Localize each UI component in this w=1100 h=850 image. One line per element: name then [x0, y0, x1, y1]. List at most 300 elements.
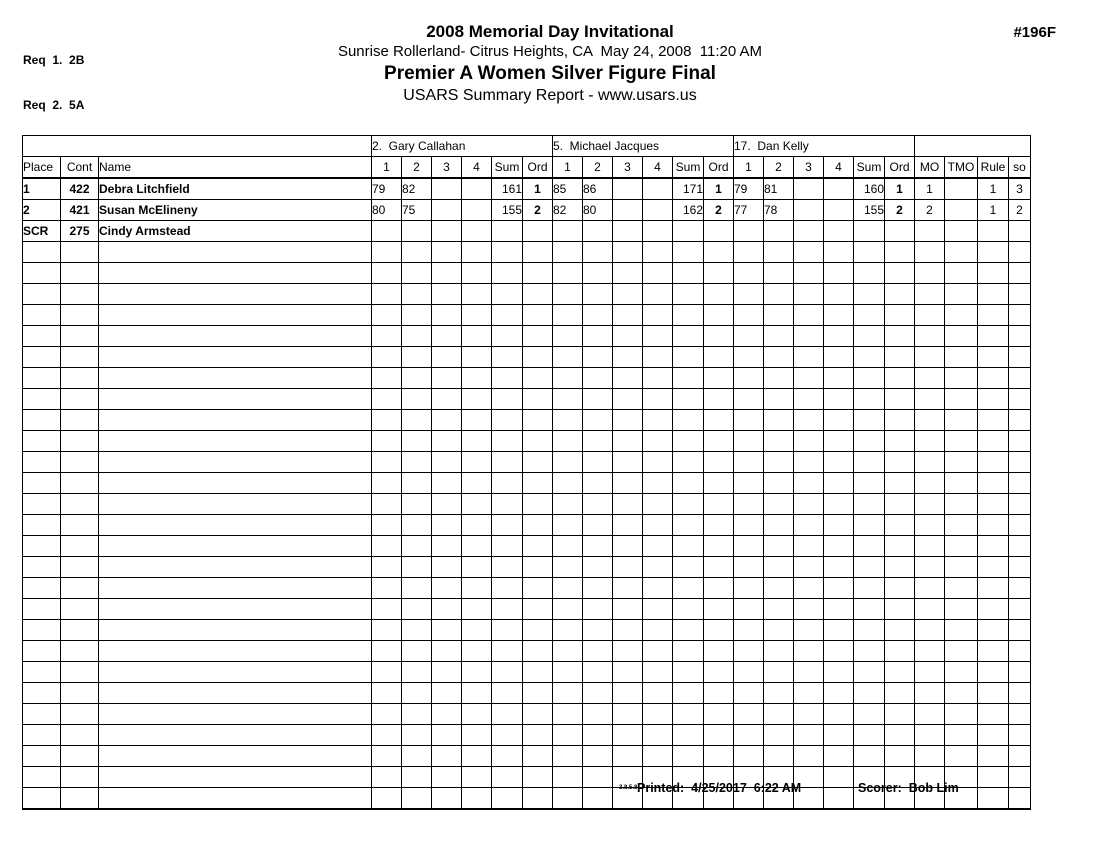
mo-cell: [915, 641, 945, 662]
place-cell: [23, 767, 61, 788]
judge3-score4-cell: [824, 704, 854, 725]
judge2-score1-cell: [553, 557, 583, 578]
judge3-ord-cell: [885, 431, 915, 452]
judge2-sum-cell: 162: [673, 200, 704, 221]
mo-cell: [915, 599, 945, 620]
tmo-cell: [945, 515, 978, 536]
col-header-cont: Cont: [61, 157, 99, 179]
judge2-score3-cell: [613, 599, 643, 620]
judge2-score1-cell: [553, 347, 583, 368]
judge1-score3-cell: [432, 389, 462, 410]
judge1-score4-cell: [462, 263, 492, 284]
judge2-score2-cell: [583, 284, 613, 305]
judge1-score2-cell: [402, 410, 432, 431]
judge1-sum-cell: [492, 578, 523, 599]
judge2-score4-cell: [643, 473, 673, 494]
rule-cell: [978, 410, 1009, 431]
col-header-judge1-1: 1: [372, 157, 402, 179]
judge3-score4-cell: [824, 178, 854, 200]
judge1-score3-cell: [432, 683, 462, 704]
col-header-name: Name: [99, 157, 372, 179]
judge2-score3-cell: [613, 662, 643, 683]
judge2-score3-cell: [613, 620, 643, 641]
judge-row-right-spacer: [915, 136, 1031, 157]
tmo-cell: [945, 683, 978, 704]
judge1-ord-cell: [523, 557, 553, 578]
judge1-score1-cell: [372, 578, 402, 599]
judge3-ord-cell: [885, 305, 915, 326]
judge1-ord-cell: [523, 746, 553, 767]
judge2-score4-cell: [643, 746, 673, 767]
judge3-score2-cell: [764, 557, 794, 578]
cont-cell: [61, 494, 99, 515]
judge1-score3-cell: [432, 557, 462, 578]
judge1-sum-cell: [492, 767, 523, 788]
rule-cell: 1: [978, 178, 1009, 200]
name-cell: [99, 389, 372, 410]
cont-cell: [61, 557, 99, 578]
judge1-score4-cell: [462, 347, 492, 368]
software-version: 3.8.5.8: [619, 785, 638, 791]
name-cell: [99, 704, 372, 725]
judge1-sum-cell: [492, 683, 523, 704]
judge1-score3-cell: [432, 242, 462, 263]
mo-cell: [915, 368, 945, 389]
mo-cell: [915, 263, 945, 284]
judge2-score2-cell: [583, 431, 613, 452]
judge3-score2-cell: [764, 494, 794, 515]
tmo-cell: [945, 725, 978, 746]
judge2-score3-cell: [613, 725, 643, 746]
judge1-score2-cell: [402, 389, 432, 410]
judge1-score1-cell: 80: [372, 200, 402, 221]
place-cell: [23, 389, 61, 410]
judge2-sum-cell: [673, 410, 704, 431]
judge2-score1-cell: [553, 704, 583, 725]
judge1-ord-cell: [523, 221, 553, 242]
judge3-score4-cell: [824, 326, 854, 347]
place-cell: [23, 578, 61, 599]
judge2-ord-cell: [704, 452, 734, 473]
judge3-score1-cell: [734, 515, 764, 536]
judge2-score4-cell: [643, 200, 673, 221]
judge2-sum-cell: [673, 452, 704, 473]
judge2-ord-cell: [704, 704, 734, 725]
judge3-sum-cell: [854, 578, 885, 599]
judge3-score3-cell: [794, 347, 824, 368]
judge2-score4-cell: [643, 431, 673, 452]
col-header-judge2-ord: Ord: [704, 157, 734, 179]
judge3-sum-cell: [854, 557, 885, 578]
place-cell: [23, 557, 61, 578]
judge2-score3-cell: [613, 284, 643, 305]
judge3-score2-cell: [764, 389, 794, 410]
col-header-judge3-2: 2: [764, 157, 794, 179]
judge3-score4-cell: [824, 683, 854, 704]
judge1-sum-cell: [492, 704, 523, 725]
judge3-ord-cell: [885, 242, 915, 263]
skater-row: [23, 200, 1031, 221]
judge1-ord-cell: [523, 599, 553, 620]
judge1-score1-cell: [372, 746, 402, 767]
judge1-sum-cell: [492, 305, 523, 326]
division-title: Premier A Women Silver Figure Final: [384, 63, 716, 84]
judge1-score4-cell: [462, 305, 492, 326]
judge2-score1-cell: [553, 725, 583, 746]
judge3-score4-cell: [824, 452, 854, 473]
so-cell: [1009, 662, 1031, 683]
cont-cell: [61, 746, 99, 767]
judge3-ord-cell: [885, 557, 915, 578]
judge2-ord-cell: 1: [704, 178, 734, 200]
judge3-score1-cell: [734, 242, 764, 263]
judge1-score3-cell: [432, 368, 462, 389]
judge3-score1-cell: 77: [734, 200, 764, 221]
empty-row: [23, 284, 1031, 305]
judge2-score1-cell: [553, 746, 583, 767]
judge1-score2-cell: [402, 620, 432, 641]
place-cell: [23, 242, 61, 263]
so-cell: 3: [1009, 178, 1031, 200]
judge1-score4-cell: [462, 788, 492, 810]
judge3-score1-cell: [734, 536, 764, 557]
name-cell: [99, 620, 372, 641]
judge2-score1-cell: [553, 515, 583, 536]
rule-cell: [978, 725, 1009, 746]
judge3-sum-cell: [854, 494, 885, 515]
col-header-judge2-2: 2: [583, 157, 613, 179]
empty-row: [23, 389, 1031, 410]
judge3-score1-cell: [734, 452, 764, 473]
col-header-judge2-4: 4: [643, 157, 673, 179]
name-cell: [99, 305, 372, 326]
judge3-ord-cell: [885, 683, 915, 704]
judge1-score3-cell: [432, 746, 462, 767]
col-header-judge1-4: 4: [462, 157, 492, 179]
judge3-score3-cell: [794, 704, 824, 725]
empty-row: [23, 326, 1031, 347]
empty-row: [23, 515, 1031, 536]
judge3-score4-cell: [824, 263, 854, 284]
judge2-score1-cell: [553, 389, 583, 410]
tmo-cell: [945, 704, 978, 725]
judge3-score3-cell: [794, 242, 824, 263]
so-cell: [1009, 221, 1031, 242]
judge2-score2-cell: [583, 704, 613, 725]
place-cell: [23, 263, 61, 284]
rule-cell: 1: [978, 200, 1009, 221]
tmo-cell: [945, 662, 978, 683]
judge1-ord-cell: 2: [523, 200, 553, 221]
judge3-sum-cell: [854, 641, 885, 662]
judge1-score1-cell: [372, 473, 402, 494]
so-cell: [1009, 347, 1031, 368]
so-cell: [1009, 473, 1031, 494]
judge3-sum-cell: 155: [854, 200, 885, 221]
judge3-score4-cell: [824, 242, 854, 263]
judge1-score2-cell: [402, 767, 432, 788]
judge1-score1-cell: [372, 242, 402, 263]
judge1-score2-cell: [402, 788, 432, 810]
mo-cell: [915, 557, 945, 578]
so-cell: [1009, 242, 1031, 263]
judge2-score4-cell: [643, 536, 673, 557]
rule-cell: [978, 515, 1009, 536]
name-cell: [99, 725, 372, 746]
judge2-ord-cell: [704, 494, 734, 515]
cont-cell: [61, 704, 99, 725]
judge1-score2-cell: [402, 683, 432, 704]
judge2-score2-cell: [583, 389, 613, 410]
judge2-sum-cell: [673, 263, 704, 284]
empty-row: [23, 452, 1031, 473]
judge3-score4-cell: [824, 599, 854, 620]
rule-cell: [978, 368, 1009, 389]
judge3-sum-cell: [854, 242, 885, 263]
judge1-score2-cell: [402, 263, 432, 284]
judge1-score2-cell: [402, 221, 432, 242]
judge2-ord-cell: [704, 305, 734, 326]
judge2-score1-cell: [553, 494, 583, 515]
cont-cell: [61, 368, 99, 389]
tmo-cell: [945, 347, 978, 368]
judge2-score4-cell: [643, 242, 673, 263]
mo-cell: [915, 431, 945, 452]
name-cell: [99, 788, 372, 810]
judge1-ord-cell: [523, 767, 553, 788]
judge2-ord-cell: [704, 410, 734, 431]
tmo-cell: [945, 641, 978, 662]
judge2-sum-cell: 171: [673, 178, 704, 200]
judge2-score4-cell: [643, 515, 673, 536]
so-cell: [1009, 305, 1031, 326]
tmo-cell: [945, 242, 978, 263]
judge1-score1-cell: [372, 347, 402, 368]
name-cell: [99, 767, 372, 788]
judge3-ord-cell: [885, 347, 915, 368]
judge-name-3: 17. Dan Kelly: [734, 136, 915, 157]
judge3-ord-cell: [885, 536, 915, 557]
judge3-ord-cell: [885, 221, 915, 242]
judge1-score2-cell: [402, 242, 432, 263]
tmo-cell: [945, 452, 978, 473]
col-header-judge3-1: 1: [734, 157, 764, 179]
judge2-score1-cell: [553, 578, 583, 599]
judge1-sum-cell: [492, 389, 523, 410]
judge2-score1-cell: [553, 326, 583, 347]
judge1-score3-cell: [432, 200, 462, 221]
judge3-ord-cell: [885, 473, 915, 494]
judge1-score4-cell: [462, 452, 492, 473]
judge1-score3-cell: [432, 347, 462, 368]
judge1-score2-cell: [402, 662, 432, 683]
judge3-score4-cell: [824, 788, 854, 810]
judge3-ord-cell: [885, 620, 915, 641]
rule-cell: [978, 242, 1009, 263]
judge3-sum-cell: [854, 221, 885, 242]
so-cell: 2: [1009, 200, 1031, 221]
judge3-sum-cell: [854, 620, 885, 641]
judge2-score4-cell: [643, 178, 673, 200]
judge2-sum-cell: [673, 494, 704, 515]
judge1-ord-cell: [523, 347, 553, 368]
report-header: [0, 22, 1100, 105]
judge3-score4-cell: [824, 410, 854, 431]
judge2-score4-cell: [643, 368, 673, 389]
judge1-score2-cell: [402, 347, 432, 368]
judge3-score1-cell: [734, 368, 764, 389]
judge3-score4-cell: [824, 725, 854, 746]
cont-cell: [61, 599, 99, 620]
judge1-score3-cell: [432, 473, 462, 494]
judge2-score3-cell: [613, 410, 643, 431]
judge3-score4-cell: [824, 284, 854, 305]
judge3-score1-cell: [734, 347, 764, 368]
name-cell: [99, 326, 372, 347]
judge1-sum-cell: [492, 221, 523, 242]
judge2-score2-cell: [583, 641, 613, 662]
rule-cell: [978, 557, 1009, 578]
so-cell: [1009, 494, 1031, 515]
cont-cell: [61, 347, 99, 368]
rule-cell: [978, 494, 1009, 515]
judge2-ord-cell: [704, 263, 734, 284]
tmo-cell: [945, 368, 978, 389]
judge1-ord-cell: [523, 452, 553, 473]
judge3-score2-cell: 81: [764, 178, 794, 200]
judge2-score1-cell: [553, 242, 583, 263]
judge3-score3-cell: [794, 599, 824, 620]
empty-row: [23, 578, 1031, 599]
judge2-score2-cell: [583, 767, 613, 788]
judge1-score3-cell: [432, 452, 462, 473]
mo-cell: [915, 284, 945, 305]
judge2-sum-cell: [673, 557, 704, 578]
judge3-score3-cell: [794, 641, 824, 662]
requirement-2: Req 2. 5A: [23, 98, 85, 112]
judge2-score1-cell: [553, 599, 583, 620]
mo-cell: [915, 725, 945, 746]
so-cell: [1009, 431, 1031, 452]
judge1-sum-cell: [492, 725, 523, 746]
judge2-sum-cell: [673, 620, 704, 641]
judge1-score1-cell: [372, 683, 402, 704]
place-cell: 1: [23, 178, 61, 200]
judge2-score4-cell: [643, 221, 673, 242]
judge3-score1-cell: [734, 683, 764, 704]
judge2-score2-cell: [583, 620, 613, 641]
judge2-score4-cell: [643, 557, 673, 578]
name-cell: [99, 515, 372, 536]
so-cell: [1009, 788, 1031, 810]
so-cell: [1009, 746, 1031, 767]
judge1-score1-cell: [372, 599, 402, 620]
judge3-ord-cell: [885, 599, 915, 620]
report-type-line: USARS Summary Report - www.usars.us: [403, 87, 697, 104]
judge3-score3-cell: [794, 620, 824, 641]
venue-date-line: Sunrise Rollerland- Citrus Heights, CA May 24, 2008 11:20 AM: [337, 43, 763, 60]
judge2-sum-cell: [673, 242, 704, 263]
rule-cell: [978, 641, 1009, 662]
judge2-score3-cell: [613, 263, 643, 284]
judge2-sum-cell: [673, 431, 704, 452]
judge3-ord-cell: [885, 515, 915, 536]
judge3-score3-cell: [794, 305, 824, 326]
judge1-score4-cell: [462, 746, 492, 767]
judge3-score1-cell: [734, 704, 764, 725]
judge2-score2-cell: [583, 347, 613, 368]
rule-cell: [978, 599, 1009, 620]
judge3-score3-cell: [794, 725, 824, 746]
judge3-sum-cell: [854, 662, 885, 683]
judge2-score3-cell: [613, 557, 643, 578]
judge-names-row: [23, 136, 1031, 157]
skater-row: [23, 178, 1031, 200]
judge1-score1-cell: [372, 641, 402, 662]
so-cell: [1009, 599, 1031, 620]
place-cell: [23, 536, 61, 557]
judge1-sum-cell: [492, 368, 523, 389]
judge2-score2-cell: 80: [583, 200, 613, 221]
judge2-score4-cell: [643, 326, 673, 347]
judge3-score3-cell: [794, 452, 824, 473]
judge2-score4-cell: [643, 452, 673, 473]
judge1-score1-cell: [372, 704, 402, 725]
judge1-score4-cell: [462, 662, 492, 683]
judge1-sum-cell: [492, 326, 523, 347]
mo-cell: [915, 326, 945, 347]
judge3-score2-cell: [764, 683, 794, 704]
so-cell: [1009, 263, 1031, 284]
judge1-score1-cell: [372, 767, 402, 788]
tmo-cell: [945, 620, 978, 641]
empty-row: [23, 494, 1031, 515]
judge2-score3-cell: [613, 494, 643, 515]
judge3-sum-cell: [854, 410, 885, 431]
so-cell: [1009, 536, 1031, 557]
judge2-ord-cell: [704, 284, 734, 305]
judge1-score3-cell: [432, 263, 462, 284]
judge3-ord-cell: 1: [885, 178, 915, 200]
judge3-score3-cell: [794, 284, 824, 305]
tmo-cell: [945, 200, 978, 221]
cont-cell: [61, 284, 99, 305]
judge2-ord-cell: [704, 389, 734, 410]
judge1-score3-cell: [432, 725, 462, 746]
judge3-score4-cell: [824, 305, 854, 326]
judge3-score2-cell: [764, 515, 794, 536]
judge3-score2-cell: [764, 284, 794, 305]
judge3-score3-cell: [794, 178, 824, 200]
judge3-sum-cell: [854, 263, 885, 284]
judge2-score1-cell: [553, 473, 583, 494]
judge1-score4-cell: [462, 515, 492, 536]
judge2-score2-cell: 86: [583, 178, 613, 200]
place-cell: [23, 662, 61, 683]
judge3-score1-cell: [734, 494, 764, 515]
judge2-sum-cell: [673, 641, 704, 662]
rule-cell: [978, 767, 1009, 788]
empty-row: [23, 347, 1031, 368]
judge3-score3-cell: [794, 515, 824, 536]
judge3-score2-cell: [764, 704, 794, 725]
judge1-sum-cell: [492, 263, 523, 284]
judge1-sum-cell: [492, 410, 523, 431]
so-cell: [1009, 326, 1031, 347]
judge1-ord-cell: [523, 704, 553, 725]
judge1-sum-cell: [492, 431, 523, 452]
judge2-score2-cell: [583, 473, 613, 494]
